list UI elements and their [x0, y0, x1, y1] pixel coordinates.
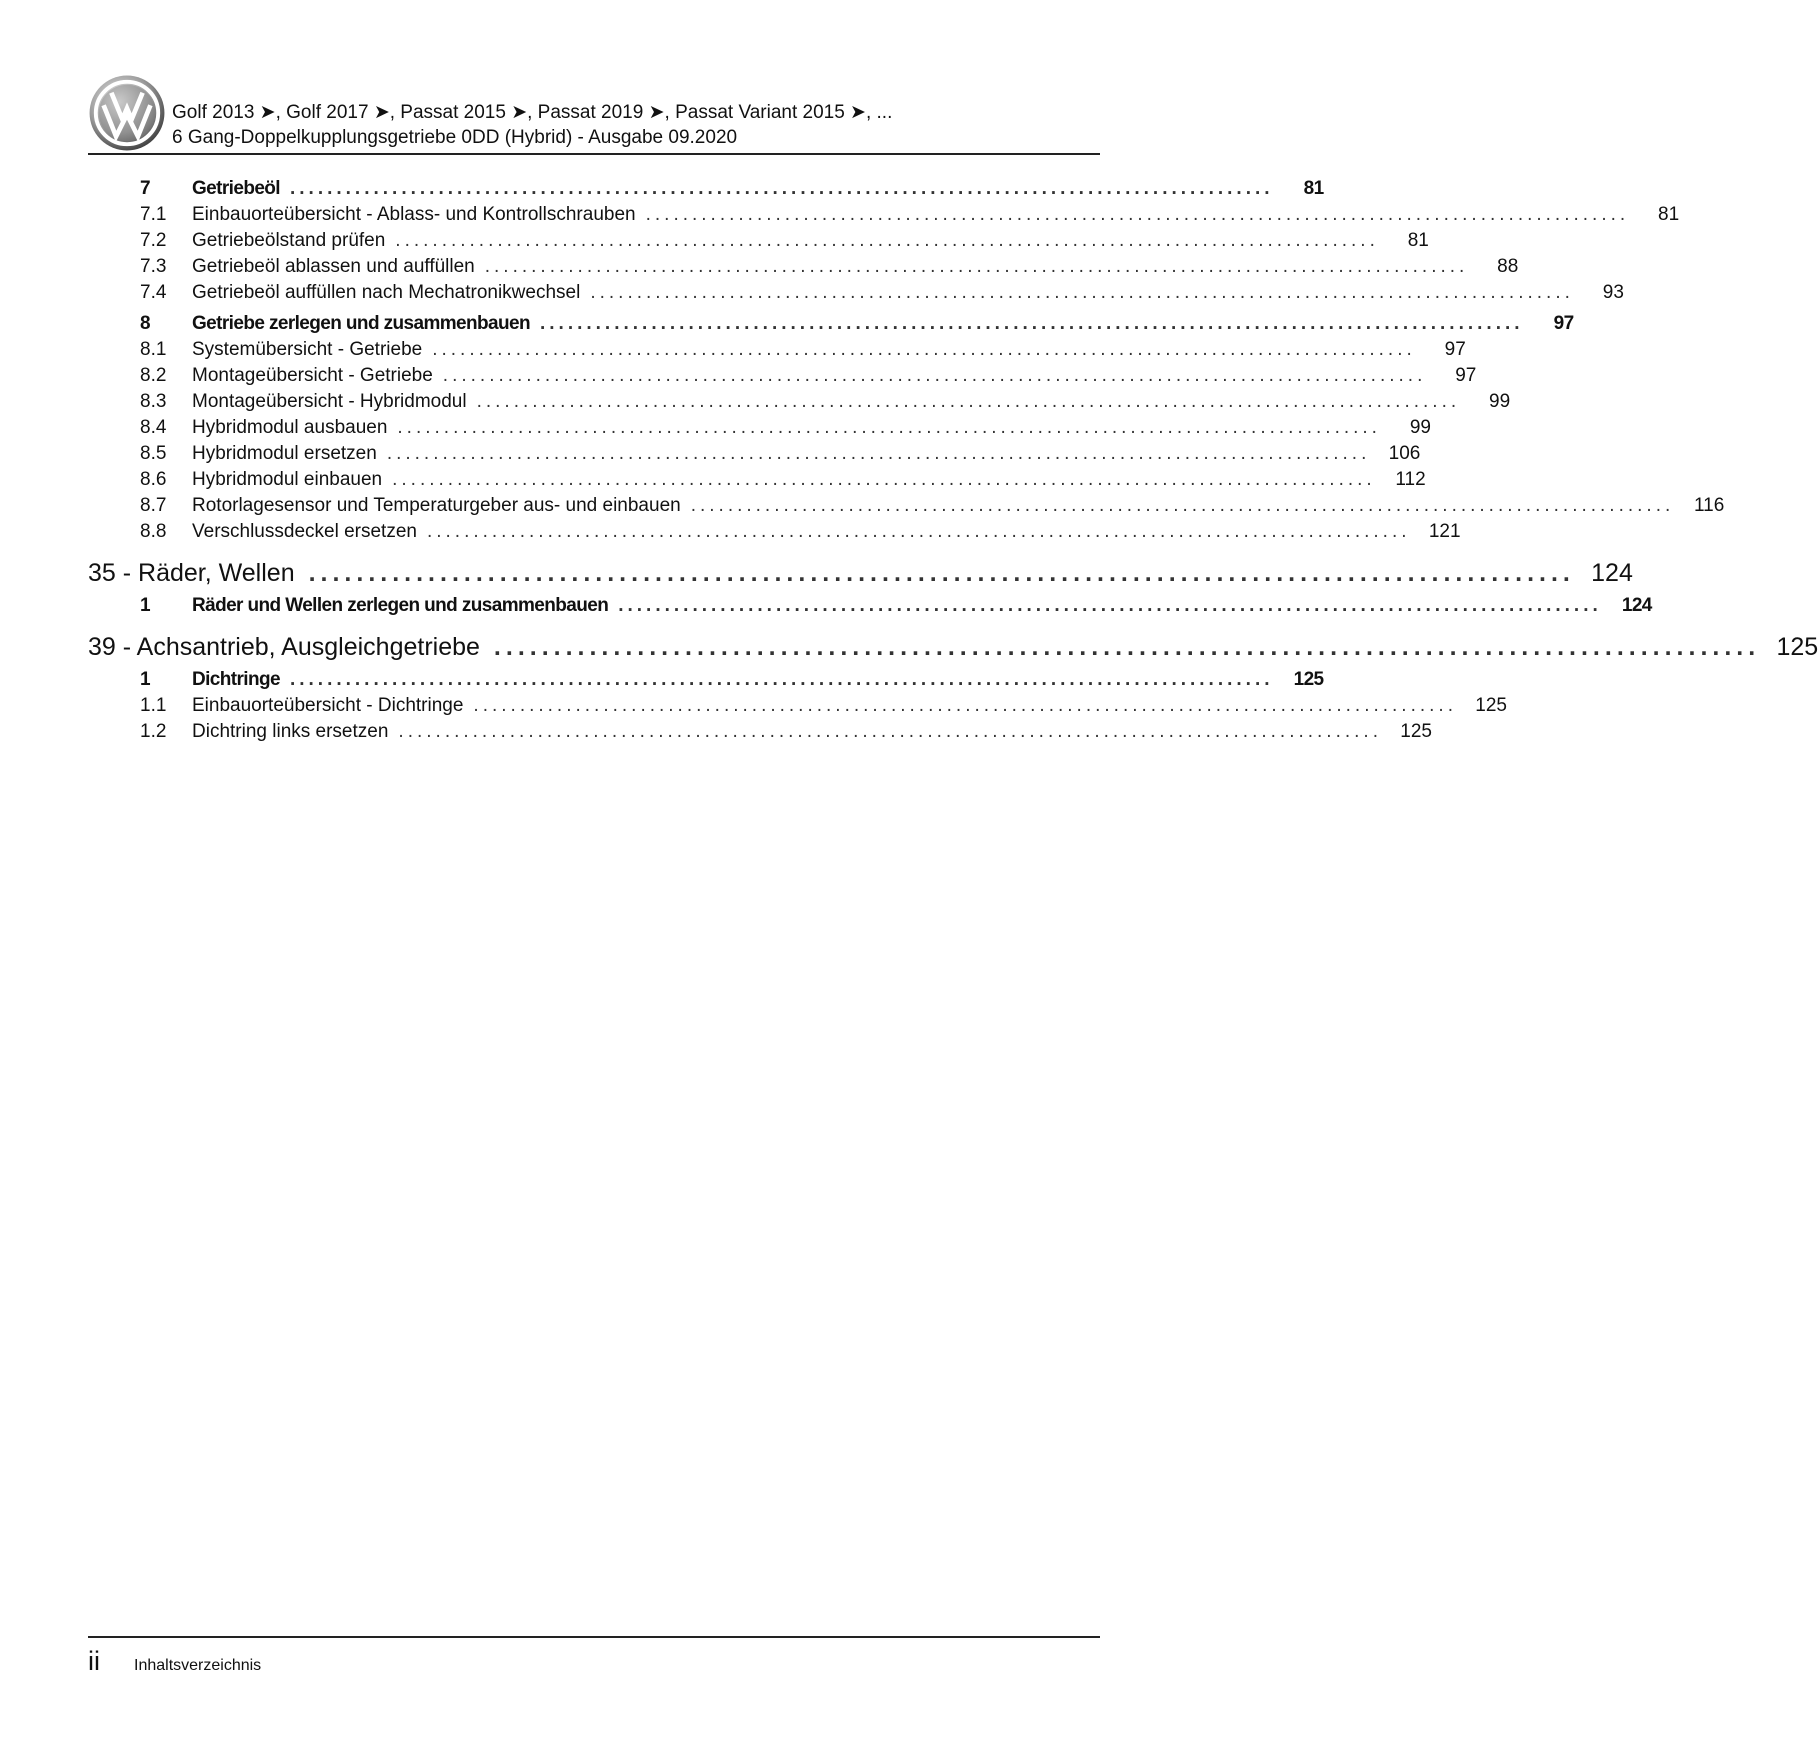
toc-leader: ..........................................................................................................	[484, 256, 1469, 277]
toc-page: 97	[1444, 339, 1466, 360]
toc-leader: ..........................................................................................................	[308, 559, 1575, 587]
toc-chapter-title: 35 - Räder, Wellen	[88, 559, 295, 587]
footer-title: Inhaltsverzeichnis	[134, 1657, 262, 1674]
toc-page: 125	[1776, 633, 1818, 661]
toc-page: 81	[1658, 204, 1680, 225]
toc-subsection[interactable]: 8.7 Rotorlagesensor und Temperaturgeber aus- und einbauen .......................................................................................................... 116	[140, 495, 1725, 516]
toc-chapter-title: 39 - Achsantrieb, Ausgleichgetriebe	[88, 633, 480, 661]
toc-title: Verschlussdeckel ersetzen	[192, 521, 417, 542]
toc-subsection[interactable]: 7.3 Getriebeöl ablassen und auffüllen .......................................................................................................... 88	[140, 256, 1519, 277]
toc-section[interactable]: 7 Getriebeöl .......................................................................................................... 81	[140, 178, 1324, 199]
header-divider	[88, 153, 1100, 155]
toc-leader: ..........................................................................................................	[395, 230, 1379, 251]
toc-page: 125	[1293, 669, 1324, 690]
footer-divider	[88, 1636, 1100, 1638]
toc-subsection[interactable]: 7.4 Getriebeöl auffüllen nach Mechatronikwechsel .......................................................................................................... 93	[140, 282, 1624, 303]
toc-subsection[interactable]: 8.8 Verschlussdeckel ersetzen .......................................................................................................... 121	[140, 521, 1461, 542]
toc-page: 81	[1303, 178, 1324, 199]
toc-title: Hybridmodul einbauen	[192, 469, 383, 490]
toc-title: Einbauorteübersicht - Dichtringe	[192, 695, 464, 716]
toc-title: Hybridmodul ausbauen	[192, 417, 388, 438]
toc-leader: ..........................................................................................................	[432, 339, 1416, 360]
toc-title: Dichtringe	[192, 669, 280, 690]
toc-title: Getriebeöl ablassen und auffüllen	[192, 256, 475, 277]
toc-leader: ..........................................................................................................	[493, 633, 1761, 661]
toc-subsection[interactable]: 8.3 Montageübersicht - Hybridmodul .......................................................................................................... 99	[140, 391, 1511, 412]
toc-title: Getriebe zerlegen und zusammenbauen	[192, 313, 530, 334]
toc-page: 124	[1591, 559, 1633, 587]
toc-title: Getriebeöl auffüllen nach Mechatronikwechsel	[192, 282, 581, 303]
toc-leader: ..........................................................................................................	[476, 391, 1461, 412]
header-models: Golf 2013 ➤, Golf 2017 ➤, Passat 2015 ➤, Passat 2019 ➤, Passat Variant 2015 ➤, ...	[172, 102, 893, 123]
header-subtitle: 6 Gang-Doppelkupplungsgetriebe 0DD (Hybrid) - Ausgabe 09.2020	[172, 127, 738, 148]
toc-title: Dichtring links ersetzen	[192, 721, 389, 742]
toc-title: Getriebeöl	[192, 178, 280, 199]
toc-leader: ..........................................................................................................	[618, 595, 1602, 616]
footer-page-number: ii	[88, 1646, 100, 1676]
toc-page: 121	[1428, 521, 1461, 542]
toc-title: Rotorlagesensor und Temperaturgeber aus- und einbauen	[192, 495, 681, 516]
toc-leader: ..........................................................................................................	[590, 282, 1574, 303]
toc-title: Systemübersicht - Getriebe	[192, 339, 423, 360]
toc-subsection[interactable]: 8.5 Hybridmodul ersetzen .......................................................................................................... 106	[140, 443, 1421, 464]
toc-leader: ..........................................................................................................	[289, 178, 1274, 199]
toc-leader: ..........................................................................................................	[690, 495, 1675, 516]
toc-section[interactable]: 1 Räder und Wellen zerlegen und zusammenbauen .......................................................................................................... 124	[140, 595, 1652, 616]
toc-page: 81	[1407, 230, 1429, 251]
toc-subsection[interactable]: 1.2 Dichtring links ersetzen .......................................................................................................... 125	[140, 721, 1432, 742]
toc-page: 106	[1388, 443, 1421, 464]
page-footer	[88, 1646, 261, 1677]
toc-leader: ..........................................................................................................	[442, 365, 1427, 386]
toc-leader: ..........................................................................................................	[397, 417, 1381, 438]
toc-subsection[interactable]: 8.4 Hybridmodul ausbauen .......................................................................................................... 99	[140, 417, 1431, 438]
toc-page: 97	[1553, 313, 1574, 334]
toc-leader: ..........................................................................................................	[645, 204, 1630, 225]
toc-leader: ..........................................................................................................	[392, 469, 1376, 490]
page-header	[88, 70, 1100, 154]
toc-leader: ..........................................................................................................	[539, 313, 1524, 334]
toc-subsection[interactable]: 7.1 Einbauorteübersicht - Ablass- und Kontrollschrauben .......................................................................................................... 81	[140, 204, 1680, 225]
toc-chapter[interactable]	[88, 633, 1818, 669]
toc-leader: ..........................................................................................................	[289, 669, 1274, 690]
toc-subsection[interactable]: 7.2 Getriebeölstand prüfen .......................................................................................................... 81	[140, 230, 1429, 251]
toc-title: Montageübersicht - Getriebe	[192, 365, 433, 386]
toc-title: Hybridmodul ersetzen	[192, 443, 377, 464]
toc-leader: ..........................................................................................................	[398, 721, 1382, 742]
toc-subsection[interactable]: 8.6 Hybridmodul einbauen .......................................................................................................... 112	[140, 469, 1426, 490]
toc-page: 93	[1602, 282, 1624, 303]
toc-title: Getriebeölstand prüfen	[192, 230, 386, 251]
toc-page: 112	[1395, 469, 1426, 490]
toc-page: 125	[1475, 695, 1507, 716]
table-of-contents	[88, 178, 1818, 747]
toc-title: Einbauorteübersicht - Ablass- und Kontrollschrauben	[192, 204, 636, 225]
toc-section[interactable]: 8 Getriebe zerlegen und zusammenbauen .......................................................................................................... 97	[140, 313, 1574, 334]
toc-page: 116	[1693, 495, 1725, 516]
toc-title: Montageübersicht - Hybridmodul	[192, 391, 467, 412]
vw-logo-icon	[88, 74, 166, 152]
toc-section[interactable]: 1 Dichtringe .......................................................................................................... 125	[140, 669, 1324, 690]
toc-subsection[interactable]: 8.1 Systemübersicht - Getriebe .......................................................................................................... 97	[140, 339, 1466, 360]
toc-chapter[interactable]	[88, 559, 1633, 595]
toc-page: 125	[1400, 721, 1432, 742]
toc-page: 88	[1497, 256, 1519, 277]
toc-leader: ..........................................................................................................	[426, 521, 1411, 542]
toc-page: 99	[1489, 391, 1511, 412]
toc-page: 99	[1409, 417, 1431, 438]
toc-leader: ..........................................................................................................	[386, 443, 1371, 464]
toc-page: 124	[1621, 595, 1652, 616]
toc-page: 97	[1455, 365, 1477, 386]
toc-title: Räder und Wellen zerlegen und zusammenbauen	[192, 595, 609, 616]
toc-subsection[interactable]: 1.1 Einbauorteübersicht - Dichtringe .......................................................................................................... 125	[140, 695, 1507, 716]
toc-subsection[interactable]: 8.2 Montageübersicht - Getriebe .......................................................................................................... 97	[140, 365, 1477, 386]
toc-leader: ..........................................................................................................	[473, 695, 1457, 716]
